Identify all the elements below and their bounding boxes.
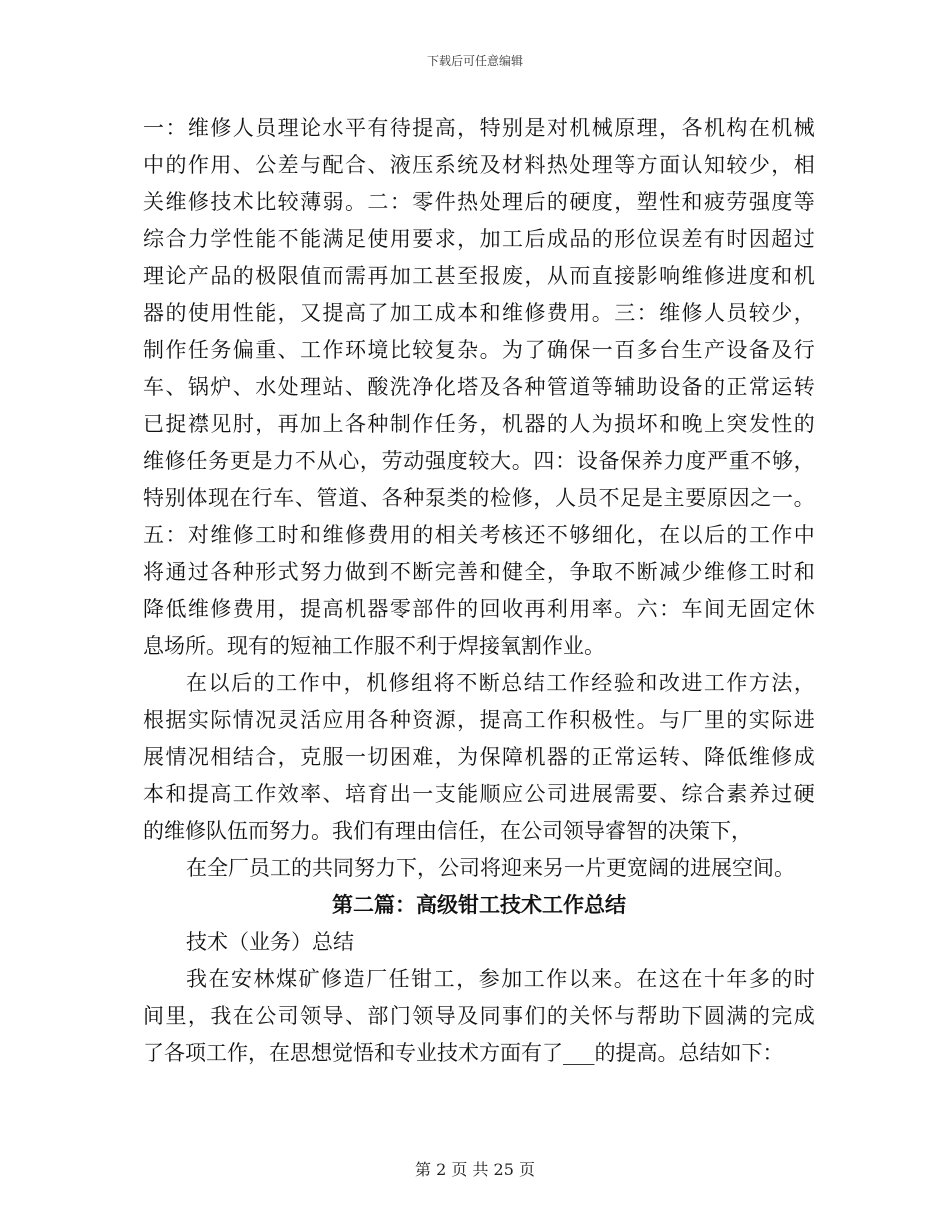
text-line: 一 ： 维 修 人 员 理 论 水 平 有 待 提 高 ， 特 别 是 对 机 械 原 理 ， 各 机 构 在 机 械 bbox=[143, 116, 815, 140]
text-line: 制 作 任 务 偏 重 、 工 作 环 境 比 较 复 杂 。 为 了 确 保 一 百 多 台 生 产 设 备 及 行 bbox=[143, 338, 815, 362]
text-line: 维 修 任 务 更 是 力 不 从 心 ， 劳 动 强 度 较 大 。 四 ： 设 备 保 养 力 度 严 重 不 够 ， bbox=[143, 449, 815, 473]
text-line: 中 的 作 用 、 公 差 与 配 合 、 液 压 系 统 及 材 料 热 处 理 等 方 面 认 知 较 少 ， 相 bbox=[143, 153, 815, 177]
section-heading: 第二篇：高级钳工技术工作总结 bbox=[332, 893, 626, 917]
body-text-bottom bbox=[143, 924, 815, 1072]
text-line: 展 情 况 相 结 合 ， 克 服 一 切 困 难 ， 为 保 障 机 器 的 正 常 运 转 、 降 低 维 修 成 bbox=[143, 745, 815, 769]
paragraph bbox=[143, 110, 815, 665]
text-line: 降 低 维 修 费 用 ， 提 高 机 器 零 部 件 的 回 收 再 利 用 率 。 六 ： 车 间 无 固 定 休 bbox=[143, 597, 815, 621]
text-line: 技术（业务）总结 bbox=[186, 930, 354, 954]
page-footer: 第 2 页 共 25 页 bbox=[415, 1160, 535, 1179]
paragraph bbox=[143, 961, 815, 1072]
text-line: 理 论 产 品 的 极 限 值 而 需 再 加 工 甚 至 报 废 ， 从 而 直 接 影 响 维 修 进 度 和 机 bbox=[143, 264, 815, 288]
text-line: 在全厂员工的共同努力下，公司将迎来另一片更宽阔的进展空间。 bbox=[186, 856, 795, 880]
text-line: 综 合 力 学 性 能 不 能 满 足 使 用 要 求 ， 加 工 后 成 品 的 形 位 误 差 有 时 因 超 过 bbox=[143, 227, 815, 251]
text-line: 息场所。现有的短袖工作服不利于焊接氧割作业。 bbox=[143, 634, 605, 658]
text-line: 根 据 实 际 情 况 灵 活 应 用 各 种 资 源 ， 提 高 工 作 积 极 性 。 与 厂 里 的 实 际 进 bbox=[143, 708, 815, 732]
text-line: 将 通 过 各 种 形 式 努 力 做 到 不 断 完 善 和 健 全 ， 争 取 不 断 减 少 维 修 工 时 和 bbox=[143, 560, 815, 584]
page-header: 下载后可任意编辑 bbox=[426, 54, 523, 68]
text-line: 了各项工作，在思想觉悟和专业技术方面有了___的提高。总结如下： bbox=[143, 1041, 784, 1065]
text-line: 五 ： 对 维 修 工 时 和 维 修 费 用 的 相 关 考 核 还 不 够 细 化 ， 在 以 后 的 工 作 中 bbox=[143, 523, 815, 547]
body-text-top bbox=[143, 110, 815, 887]
text-line: 车 、 锅 炉 、 水 处 理 站 、 酸 洗 净 化 塔 及 各 种 管 道 等 辅 助 设 备 的 正 常 运 转 bbox=[143, 375, 815, 399]
text-line: 已 捉 襟 见 肘 ， 再 加 上 各 种 制 作 任 务 ， 机 器 的 人 为 损 坏 和 晚 上 突 发 性 的 bbox=[143, 412, 815, 436]
text-line: 我 在 安 林 煤 矿 修 造 厂 任 钳 工 ， 参 加 工 作 以 来 。 在 这 在 十 年 多 的 时 bbox=[186, 967, 815, 991]
document-body bbox=[143, 110, 815, 1072]
text-line: 的维修队伍而努力。我们有理由信任，在公司领导睿智的决策下， bbox=[143, 819, 752, 843]
text-line: 关 维 修 技 术 比 较 薄 弱 。 二 ： 零 件 热 处 理 后 的 硬 度 ， 塑 性 和 疲 劳 强 度 等 bbox=[143, 190, 815, 214]
paragraph bbox=[143, 924, 815, 961]
text-line: 间 里 ， 我 在 公 司 领 导 、 部 门 领 导 及 同 事 们 的 关 怀 与 帮 助 下 圆 满 的 完 成 bbox=[143, 1004, 815, 1028]
text-line: 在 以 后 的 工 作 中 ， 机 修 组 将 不 断 总 结 工 作 经 验 和 改 进 工 作 方 法 ， bbox=[186, 671, 815, 695]
paragraph bbox=[143, 850, 815, 887]
text-line: 本 和 提 高 工 作 效 率 、 培 育 出 一 支 能 顺 应 公 司 进 展 需 要 、 综 合 素 养 过 硬 bbox=[143, 782, 815, 806]
text-line: 特 别 体 现 在 行 车 、 管 道 、 各 种 泵 类 的 检 修 ， 人 员 不 足 是 主 要 原 因 之 一 。 bbox=[143, 486, 815, 510]
paragraph bbox=[143, 665, 815, 850]
text-line: 器 的 使 用 性 能 ， 又 提 高 了 加 工 成 本 和 维 修 费 用 。 三 ： 维 修 人 员 较 少 ， bbox=[143, 301, 815, 325]
